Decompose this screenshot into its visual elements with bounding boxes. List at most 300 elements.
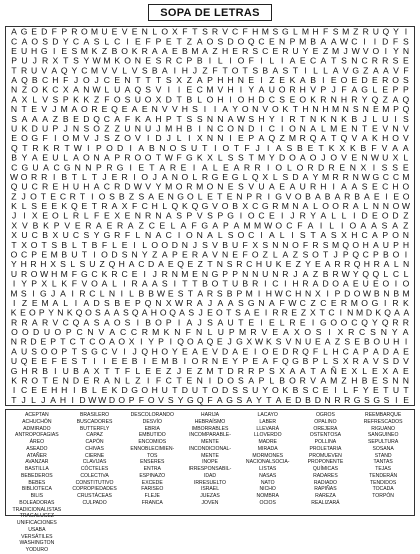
grid-letter: S — [286, 142, 293, 153]
grid-letter: E — [402, 55, 409, 66]
grid-letter: X — [21, 239, 27, 250]
grid-letter: L — [83, 210, 89, 221]
grid-letter: P — [31, 249, 37, 260]
grid-letter: M — [332, 45, 340, 56]
grid-letter: Z — [363, 65, 369, 76]
grid-letter: E — [232, 45, 238, 56]
grid-letter: A — [324, 336, 331, 347]
grid-letter: D — [227, 36, 234, 47]
grid-letter: M — [330, 375, 338, 386]
grid-letter: L — [323, 65, 328, 76]
grid-letter: S — [382, 375, 389, 386]
grid-letter: L — [192, 171, 198, 182]
grid-letter: I — [136, 317, 140, 328]
grid-letter: S — [344, 336, 351, 347]
grid-letter: D — [221, 346, 229, 357]
grid-letter: I — [140, 336, 143, 347]
grid-letter: D — [258, 94, 265, 105]
grid-letter: G — [361, 84, 368, 95]
grid-letter: S — [216, 288, 223, 299]
grid-letter: V — [402, 133, 409, 144]
grid-letter: N — [295, 336, 302, 347]
grid-letter: F — [124, 230, 131, 241]
grid-letter: L — [81, 171, 87, 182]
grid-letter: R — [342, 171, 349, 182]
grid-letter: N — [196, 230, 203, 241]
grid-letter: U — [43, 327, 51, 338]
grid-letter: O — [373, 336, 381, 347]
grid-letter: N — [252, 104, 259, 115]
word-list-item: AVANZAR — [25, 459, 49, 466]
grid-letter: L — [217, 55, 223, 66]
grid-letter: N — [380, 327, 387, 338]
grid-letter: E — [352, 278, 359, 289]
grid-letter: R — [237, 365, 245, 376]
grid-letter: C — [248, 230, 255, 241]
grid-letter: S — [31, 346, 37, 357]
grid-letter: M — [402, 288, 410, 299]
grid-letter: B — [196, 55, 203, 66]
grid-letter: V — [217, 84, 224, 95]
grid-letter: R — [79, 288, 86, 299]
grid-letter: E — [372, 278, 379, 289]
grid-letter: F — [341, 84, 347, 95]
grid-letter: A — [258, 84, 265, 95]
grid-letter: S — [402, 75, 409, 86]
grid-letter: D — [365, 307, 373, 318]
grid-letter: J — [21, 191, 26, 202]
grid-letter: S — [252, 65, 259, 76]
grid-letter: S — [11, 113, 18, 124]
grid-letter: Z — [21, 297, 28, 308]
grid-letter: S — [186, 113, 193, 124]
grid-letter: L — [112, 278, 117, 289]
grid-letter: M — [80, 45, 88, 56]
grid-letter: A — [109, 336, 115, 347]
word-list-item: CHIVAS — [85, 445, 104, 452]
word-list-item: CULPADO — [82, 499, 107, 506]
grid-letter: Y — [141, 249, 148, 260]
grid-letter: Q — [141, 346, 149, 357]
grid-letter: P — [207, 75, 213, 86]
grid-letter: R — [161, 268, 168, 279]
grid-letter: T — [11, 239, 17, 250]
grid-letter: K — [310, 94, 316, 105]
grid-letter: J — [290, 210, 295, 221]
grid-letter: C — [76, 327, 83, 338]
grid-letter: A — [227, 297, 234, 308]
grid-letter: S — [83, 230, 90, 241]
grid-letter: E — [159, 220, 166, 231]
grid-letter: O — [392, 230, 399, 241]
grid-letter: A — [31, 152, 38, 163]
grid-letter: O — [29, 307, 36, 318]
grid-letter: X — [114, 210, 121, 221]
grid-letter: Q — [384, 307, 391, 318]
grid-letter: X — [309, 307, 316, 318]
grid-letter: T — [42, 375, 48, 386]
grid-letter: V — [81, 278, 88, 289]
grid-letter: L — [362, 365, 368, 376]
grid-letter: T — [172, 385, 178, 396]
grid-letter: E — [187, 259, 194, 270]
grid-letter: D — [279, 152, 286, 163]
grid-letter: M — [301, 27, 310, 37]
grid-letter: C — [286, 220, 293, 231]
grid-letter: S — [124, 94, 131, 105]
grid-letter: N — [10, 104, 18, 115]
word-list-item: NICHO — [259, 486, 276, 493]
grid-letter: H — [227, 75, 234, 86]
grid-letter: N — [312, 104, 319, 115]
grid-letter: F — [185, 327, 191, 338]
grid-letter: T — [79, 191, 86, 202]
grid-letter: R — [31, 171, 38, 182]
grid-letter: T — [248, 152, 254, 163]
grid-letter: L — [272, 249, 278, 260]
grid-letter: Q — [60, 65, 68, 76]
grid-letter: Z — [99, 259, 105, 270]
grid-letter: N — [382, 201, 389, 212]
grid-letter: A — [320, 230, 327, 241]
grid-letter: O — [296, 162, 304, 173]
grid-letter: U — [20, 45, 28, 56]
grid-letter: A — [383, 65, 389, 76]
grid-letter: E — [145, 365, 152, 376]
grid-letter: R — [21, 317, 28, 328]
grid-letter: T — [81, 239, 88, 250]
grid-letter: P — [96, 162, 102, 173]
grid-letter: Q — [361, 317, 368, 328]
grid-letter: K — [11, 375, 18, 386]
grid-letter: A — [310, 123, 316, 134]
grid-letter: D — [317, 162, 325, 173]
grid-letter: V — [161, 104, 168, 115]
grid-letter: S — [122, 307, 129, 318]
grid-letter: I — [260, 317, 263, 328]
grid-letter: T — [176, 375, 182, 386]
grid-letter: X — [93, 365, 100, 376]
grid-letter: Z — [212, 45, 218, 56]
grid-letter: F — [322, 27, 329, 37]
grid-letter: O — [85, 307, 92, 318]
grid-letter: Z — [101, 45, 108, 56]
grid-letter: A — [83, 36, 90, 47]
grid-letter: U — [362, 278, 369, 289]
grid-letter: D — [41, 27, 48, 37]
grid-letter: A — [161, 171, 168, 182]
grid-letter: T — [192, 278, 198, 289]
grid-letter: A — [186, 317, 193, 328]
word-list-item: INOPE — [202, 459, 218, 466]
grid-letter: G — [81, 268, 88, 279]
grid-letter: E — [372, 181, 378, 192]
grid-letter: V — [41, 65, 48, 76]
grid-letter: S — [352, 104, 359, 115]
grid-letter: D — [344, 288, 351, 299]
word-list-item: MADRE — [258, 439, 277, 445]
word-list-item: LLOVERDO — [253, 432, 282, 439]
grid-letter: O — [187, 191, 194, 202]
grid-letter: D — [217, 375, 224, 386]
grid-letter: R — [101, 201, 108, 212]
grid-letter: H — [351, 230, 358, 241]
grid-letter: A — [362, 356, 369, 367]
grid-letter: I — [229, 133, 232, 144]
grid-letter: R — [114, 181, 121, 192]
grid-letter: S — [227, 230, 234, 241]
grid-letter: E — [279, 181, 286, 192]
grid-letter: A — [148, 191, 155, 202]
grid-letter: T — [266, 394, 272, 405]
grid-letter: E — [272, 327, 279, 338]
grid-letter: O — [31, 84, 39, 95]
grid-letter: M — [196, 181, 204, 192]
grid-letter: N — [141, 27, 148, 37]
grid-letter: A — [320, 133, 327, 144]
word-list-item: CIERNE — [84, 452, 105, 459]
grid-letter: S — [381, 162, 388, 173]
grid-letter: Y — [391, 327, 398, 338]
grid-letter: Y — [268, 113, 275, 124]
grid-letter: W — [133, 181, 142, 192]
grid-letter: A — [351, 181, 358, 192]
word-list-item: REFRESCADOS — [363, 418, 403, 425]
word-list-item: ACEPTAN — [25, 412, 49, 418]
grid-letter: F — [353, 385, 359, 396]
grid-letter: C — [268, 123, 275, 134]
grid-letter: H — [181, 104, 188, 115]
grid-letter: T — [79, 336, 86, 347]
grid-letter: D — [72, 375, 80, 386]
grid-letter: V — [158, 394, 164, 405]
grid-letter: O — [261, 346, 269, 357]
grid-letter: N — [402, 375, 409, 386]
grid-letter: G — [236, 336, 243, 347]
grid-letter: T — [91, 201, 98, 212]
grid-letter: O — [211, 385, 219, 396]
grid-letter: M — [206, 84, 214, 95]
grid-letter: D — [282, 346, 289, 357]
grid-letter: E — [403, 346, 409, 357]
grid-letter: G — [292, 356, 299, 367]
grid-letter: N — [206, 133, 214, 144]
word-list-item: VERSÁTILES — [21, 533, 53, 540]
grid-letter: C — [31, 230, 38, 241]
grid-letter: A — [282, 249, 289, 260]
grid-letter: S — [238, 181, 244, 192]
word-list-item: HEBRAÍSMO — [194, 418, 226, 425]
grid-letter: P — [382, 230, 389, 241]
grid-letter: Q — [70, 201, 78, 212]
grid-letter: P — [228, 327, 235, 338]
grid-letter: V — [111, 65, 118, 76]
grid-letter: R — [289, 317, 296, 328]
grid-letter: T — [81, 356, 88, 367]
grid-letter: C — [351, 317, 358, 328]
grid-letter: O — [21, 133, 28, 144]
grid-letter: S — [217, 36, 224, 47]
grid-letter: L — [363, 201, 369, 212]
grid-letter: U — [21, 181, 28, 192]
grid-letter: U — [252, 385, 259, 396]
grid-letter: D — [181, 385, 188, 396]
grid-letter: O — [340, 75, 348, 86]
grid-letter: M — [165, 181, 173, 192]
word-list-item: TORPÓN — [372, 493, 394, 499]
grid-letter: Y — [71, 65, 78, 76]
grid-letter: I — [203, 104, 207, 115]
grid-letter: I — [12, 278, 16, 289]
grid-letter: W — [92, 55, 101, 66]
grid-letter: W — [361, 171, 370, 182]
grid-letter: J — [152, 268, 157, 279]
grid-letter: A — [299, 75, 306, 86]
grid-letter: I — [322, 75, 325, 86]
grid-letter: O — [275, 162, 283, 173]
grid-letter: V — [42, 94, 48, 105]
grid-letter: R — [309, 181, 317, 192]
grid-letter: E — [285, 259, 292, 270]
grid-letter: T — [217, 191, 223, 202]
grid-letter: F — [155, 375, 162, 386]
grid-letter: E — [186, 375, 193, 386]
grid-letter: Q — [251, 171, 259, 182]
grid-letter: P — [246, 191, 253, 202]
grid-letter: F — [212, 65, 218, 76]
grid-letter: I — [267, 191, 271, 202]
grid-letter: E — [393, 191, 400, 202]
grid-letter: A — [197, 336, 204, 347]
grid-letter: S — [192, 104, 198, 115]
grid-letter: N — [217, 181, 224, 192]
grid-letter: H — [155, 113, 162, 124]
grid-letter: J — [227, 336, 232, 347]
grid-letter: I — [404, 249, 408, 260]
grid-letter: U — [21, 55, 28, 66]
grid-letter: T — [217, 365, 223, 376]
grid-letter: E — [61, 45, 68, 56]
grid-letter: R — [186, 297, 193, 308]
grid-letter: O — [98, 336, 106, 347]
grid-letter: E — [121, 104, 128, 115]
grid-letter: O — [118, 394, 126, 405]
grid-letter: V — [341, 152, 347, 163]
grid-letter: F — [51, 27, 57, 37]
grid-letter: Q — [134, 84, 142, 95]
word-list-item: YODURO — [25, 547, 49, 553]
grid-letter: G — [39, 288, 47, 299]
grid-letter: T — [187, 288, 194, 299]
grid-letter: O — [352, 239, 360, 250]
grid-letter: O — [309, 152, 317, 163]
grid-letter: O — [181, 171, 189, 182]
grid-letter: L — [129, 288, 134, 299]
grid-letter: Q — [402, 94, 410, 105]
grid-letter: L — [32, 94, 38, 105]
grid-letter: I — [73, 385, 76, 396]
grid-letter: G — [103, 230, 111, 241]
grid-letter: R — [85, 220, 92, 231]
grid-letter: E — [372, 75, 378, 86]
grid-letter: T — [91, 171, 98, 182]
word-list-item: FRANCA — [141, 499, 163, 506]
grid-letter: B — [42, 365, 48, 376]
grid-letter: L — [176, 133, 182, 144]
grid-letter: O — [402, 191, 410, 202]
grid-letter: O — [147, 394, 155, 405]
grid-letter: M — [261, 27, 269, 37]
grid-letter: W — [370, 152, 379, 163]
word-list-item: ASEADO — [26, 445, 48, 452]
grid-letter: W — [254, 336, 264, 347]
grid-letter: I — [208, 375, 212, 386]
grid-letter: S — [141, 65, 148, 76]
grid-letter: O — [11, 327, 18, 338]
grid-letter: X — [176, 75, 182, 86]
word-list-item: TENDERÁN — [369, 472, 398, 479]
grid-letter: A — [96, 220, 102, 231]
grid-letter: L — [92, 385, 97, 396]
grid-letter: J — [50, 288, 56, 299]
grid-letter: E — [299, 55, 306, 66]
word-list-item: NOMBRA — [256, 493, 279, 499]
word-list-item: MENTE — [201, 452, 219, 459]
grid-letter: T — [64, 142, 70, 153]
grid-letter: Q — [302, 346, 309, 357]
grid-letter: S — [109, 191, 115, 202]
grid-letter: J — [21, 394, 26, 405]
grid-letter: S — [242, 385, 249, 396]
grid-letter: R — [121, 171, 128, 182]
word-list-item: CRUSTÁCEAS — [77, 493, 112, 499]
grid-letter: S — [227, 152, 234, 163]
grid-letter: E — [182, 249, 188, 260]
word-list-item: OSTENTOSA — [309, 432, 342, 439]
grid-letter: L — [135, 365, 141, 376]
grid-letter: R — [124, 152, 131, 163]
grid-letter: A — [197, 288, 204, 299]
grid-letter: P — [393, 104, 399, 115]
grid-letter: F — [101, 239, 108, 250]
grid-letter: A — [289, 365, 296, 376]
grid-letter: L — [197, 94, 203, 105]
grid-letter: A — [128, 259, 135, 270]
grid-letter: S — [302, 385, 309, 396]
grid-letter: X — [62, 84, 69, 95]
grid-letter: U — [292, 45, 299, 56]
grid-letter: O — [227, 123, 234, 134]
grid-letter: R — [41, 317, 49, 328]
grid-letter: R — [191, 249, 199, 260]
grid-letter: P — [158, 336, 164, 347]
grid-letter: U — [41, 123, 49, 134]
grid-letter: N — [252, 268, 259, 279]
word-list-item: CÓCTELES — [80, 466, 109, 472]
grid-letter: C — [382, 181, 389, 192]
grid-letter: X — [342, 356, 349, 367]
grid-letter: S — [268, 365, 275, 376]
grid-letter: N — [134, 210, 141, 221]
grid-letter: L — [293, 27, 298, 37]
word-list-item: BEBEDEROS — [20, 472, 53, 479]
grid-letter: X — [337, 327, 344, 338]
grid-letter: A — [158, 259, 164, 270]
grid-letter: J — [73, 75, 79, 86]
grid-letter: N — [279, 36, 286, 47]
grid-letter: Z — [403, 220, 409, 231]
grid-letter: E — [268, 36, 275, 47]
